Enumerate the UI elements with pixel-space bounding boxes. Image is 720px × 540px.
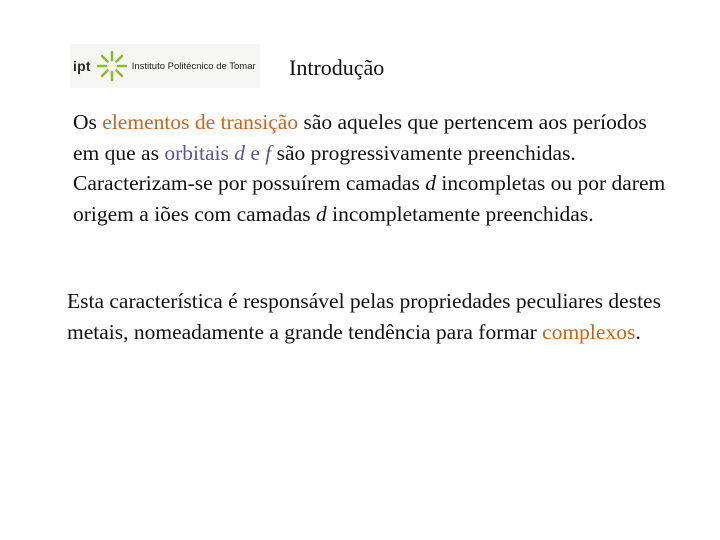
logo-institution-name: Instituto Politécnico de Tomar (131, 60, 256, 72)
highlight-transition-elements: elementos de transição (102, 110, 299, 134)
orbital-d-label: d (234, 140, 245, 165)
logo-abbreviation: ipt (73, 58, 91, 74)
text-run: . (635, 319, 641, 344)
text-run: Os (73, 110, 103, 134)
text-run: e (244, 140, 266, 165)
highlight-orbitals: orbitais (164, 140, 235, 165)
text-run: são progressivamente preenchidas. Caracterizam-se por possuírem camadas (73, 140, 576, 195)
text-run: incompletas ou por darem origem a iões com camadas (73, 171, 666, 226)
starburst-icon (95, 49, 129, 83)
text-run: são aqueles que pertencem aos períodos em que as (73, 110, 647, 165)
layer-d-label: d (425, 171, 436, 195)
intro-paragraph (73, 107, 673, 229)
orbital-f-label: f (265, 140, 272, 165)
text-run: Esta característica é responsável pelas propriedades peculiares destes metais, nomeadamente a grande tendência para formar (67, 289, 661, 344)
text-run: incompletamente preenchidas. (326, 201, 594, 226)
properties-paragraph (67, 286, 667, 347)
layer-d-label: d (315, 201, 327, 226)
highlight-complexes: complexos (542, 319, 636, 344)
slide-title: Introdução (289, 55, 385, 80)
institution-logo (70, 44, 260, 88)
